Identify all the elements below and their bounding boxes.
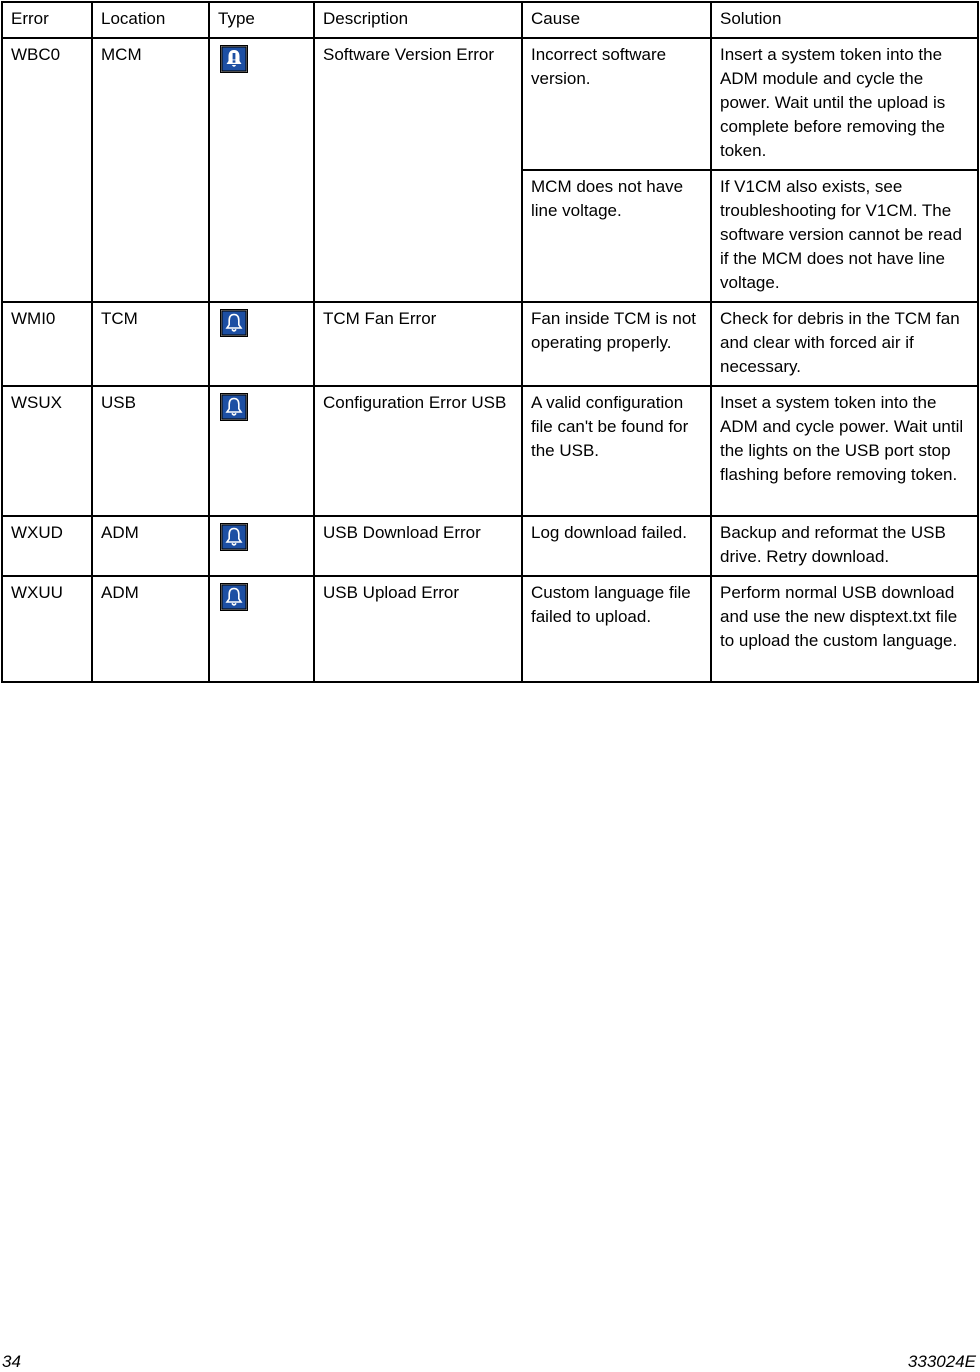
error-code-cell: WSUX [2, 386, 92, 516]
solution-cell: Inset a system token into the ADM and cycle power. Wait until the lights on the USB port stop flashing before removing token. [711, 386, 978, 516]
description-cell: USB Download Error [314, 516, 522, 576]
advisory-bell-icon [220, 309, 248, 337]
description-cell: USB Upload Error [314, 576, 522, 682]
header-cause: Cause [522, 2, 711, 38]
header-location: Location [92, 2, 209, 38]
error-table [1, 1, 979, 683]
location-cell: MCM [92, 38, 209, 302]
alarm-lock-icon [220, 45, 248, 73]
cause-cell: A valid configuration file can't be found for the USB. [522, 386, 711, 516]
cause-cell: Log download failed. [522, 516, 711, 576]
solution-cell: Perform normal USB download and use the new disptext.txt file to upload the custom language. [711, 576, 978, 682]
type-cell [209, 386, 314, 516]
page-number: 34 [2, 1352, 21, 1371]
error-code-cell: WXUD [2, 516, 92, 576]
advisory-bell-icon [220, 583, 248, 611]
error-code-cell: WXUU [2, 576, 92, 682]
header-type: Type [209, 2, 314, 38]
cause-cell: Fan inside TCM is not operating properly. [522, 302, 711, 386]
advisory-bell-icon [220, 393, 248, 421]
type-cell [209, 516, 314, 576]
type-cell [209, 38, 314, 302]
description-cell: Configuration Error USB [314, 386, 522, 516]
location-cell: USB [92, 386, 209, 516]
solution-cell: Backup and reformat the USB drive. Retry download. [711, 516, 978, 576]
location-cell: ADM [92, 516, 209, 576]
error-code-cell: WMI0 [2, 302, 92, 386]
header-description: Description [314, 2, 522, 38]
header-solution: Solution [711, 2, 978, 38]
table-row [2, 386, 978, 516]
cause-cell: Custom language file failed to upload. [522, 576, 711, 682]
location-cell: ADM [92, 576, 209, 682]
table-header-row [2, 2, 978, 38]
document-number: 333024E [907, 1352, 976, 1371]
table-row [2, 38, 978, 170]
description-cell: TCM Fan Error [314, 302, 522, 386]
solution-cell: Check for debris in the TCM fan and clear with forced air if necessary. [711, 302, 978, 386]
table-row [2, 516, 978, 576]
table-row [2, 302, 978, 386]
description-cell: Software Version Error [314, 38, 522, 302]
solution-cell: Insert a system token into the ADM module and cycle the power. Wait until the upload is complete before removing the token. [711, 38, 978, 170]
type-cell [209, 576, 314, 682]
table-row [2, 576, 978, 682]
cause-cell: MCM does not have line voltage. [522, 170, 711, 302]
type-cell [209, 302, 314, 386]
solution-cell: If V1CM also exists, see troubleshooting for V1CM. The software version cannot be read if the MCM does not have line voltage. [711, 170, 978, 302]
error-code-cell: WBC0 [2, 38, 92, 302]
location-cell: TCM [92, 302, 209, 386]
header-error: Error [2, 2, 92, 38]
cause-cell: Incorrect software version. [522, 38, 711, 170]
advisory-bell-icon [220, 523, 248, 551]
